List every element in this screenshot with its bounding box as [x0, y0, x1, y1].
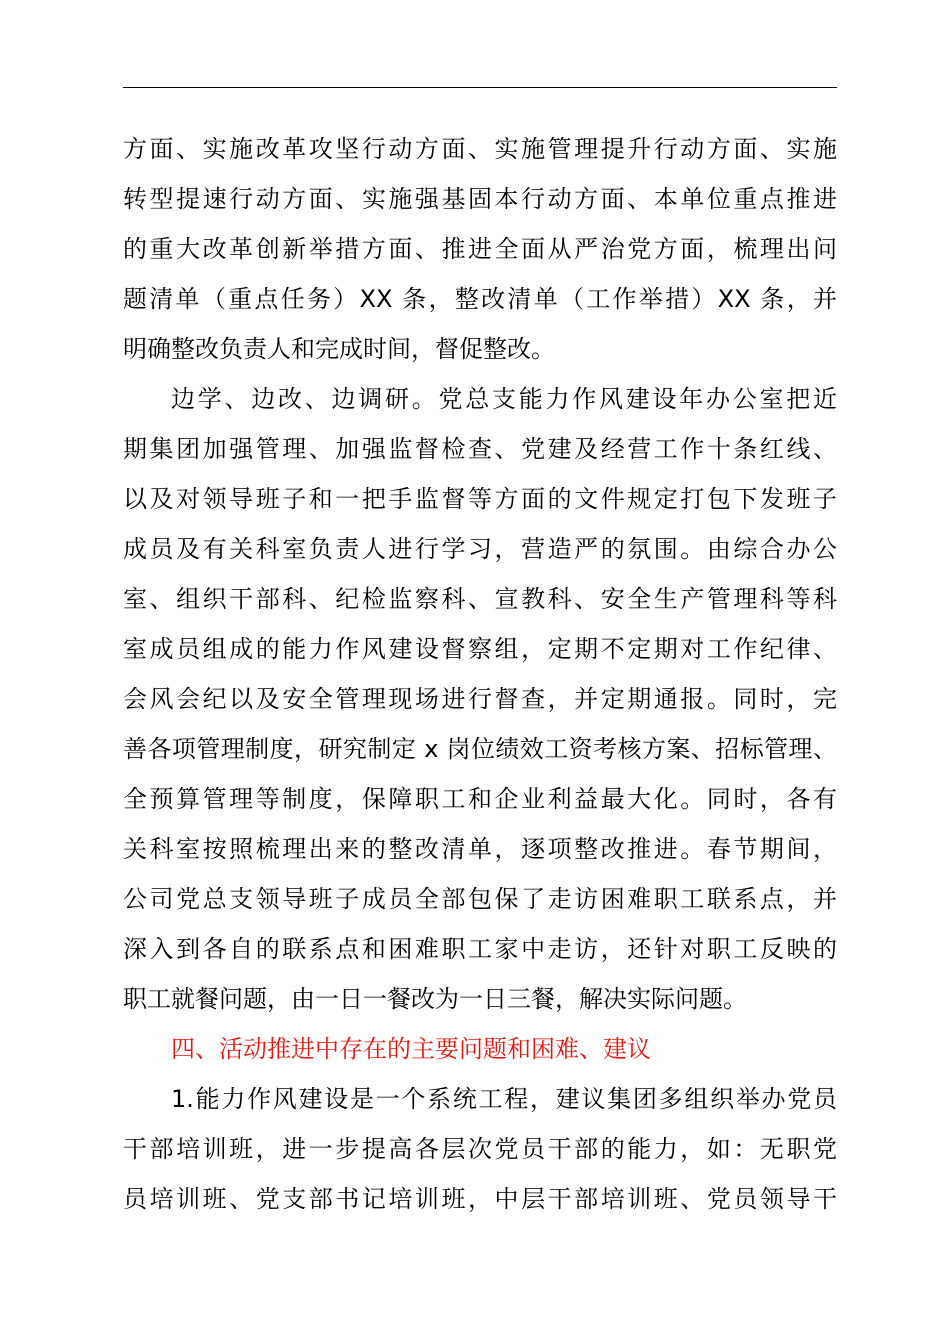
- paragraph-line: 明确整改负责人和完成时间，督促整改。: [123, 335, 555, 363]
- paragraph-line: 全预算管理等制度，保障职工和企业利益最大化。同时，各有: [123, 785, 837, 813]
- paragraph-line: 室、组织干部科、纪检监察科、宣教科、安全生产管理科等科: [123, 585, 837, 613]
- paragraph-line: 会风会纪以及安全管理现场进行督查，并定期通报。同时，完: [123, 685, 837, 713]
- paragraph-line: 室成员组成的能力作风建设督察组，定期不定期对工作纪律、: [123, 635, 837, 663]
- section-heading: 四、活动推进中存在的主要问题和困难、建议: [171, 1035, 651, 1063]
- paragraph-line: 题清单（重点任务）XX 条，整改清单（工作举措）XX 条，并: [123, 285, 837, 313]
- paragraph-line: 深入到各自的联系点和困难职工家中走访，还针对职工反映的: [123, 935, 837, 963]
- paragraph-line: 期集团加强管理、加强监督检查、党建及经营工作十条红线、: [123, 435, 837, 463]
- header-rule: [123, 87, 837, 88]
- paragraph-line: 方面、实施改革攻坚行动方面、实施管理提升行动方面、实施: [123, 135, 837, 163]
- paragraph-line: 1.能力作风建设是一个系统工程，建议集团多组织举办党员: [171, 1085, 837, 1113]
- paragraph-line: 的重大改革创新举措方面、推进全面从严治党方面，梳理出问: [123, 235, 837, 263]
- paragraph-line: 公司党总支领导班子成员全部包保了走访困难职工联系点，并: [123, 885, 837, 913]
- paragraph-line: 善各项管理制度，研究制定 x 岗位绩效工资考核方案、招标管理、: [123, 735, 837, 763]
- document-body: [123, 124, 837, 1224]
- paragraph-line: 以及对领导班子和一把手监督等方面的文件规定打包下发班子: [123, 485, 837, 513]
- paragraph-line: 边学、边改、边调研。党总支能力作风建设年办公室把近: [171, 385, 837, 413]
- paragraph-line: 转型提速行动方面、实施强基固本行动方面、本单位重点推进: [123, 185, 837, 213]
- paragraph-line: 关科室按照梳理出来的整改清单，逐项整改推进。春节期间，: [123, 835, 837, 863]
- paragraph-line: 员培训班、党支部书记培训班，中层干部培训班、党员领导干: [123, 1185, 837, 1213]
- paragraph-line: 干部培训班，进一步提高各层次党员干部的能力，如：无职党: [123, 1135, 837, 1163]
- paragraph-line: 职工就餐问题，由一日一餐改为一日三餐，解决实际问题。: [123, 985, 747, 1013]
- paragraph-line: 成员及有关科室负责人进行学习，营造严的氛围。由综合办公: [123, 535, 837, 563]
